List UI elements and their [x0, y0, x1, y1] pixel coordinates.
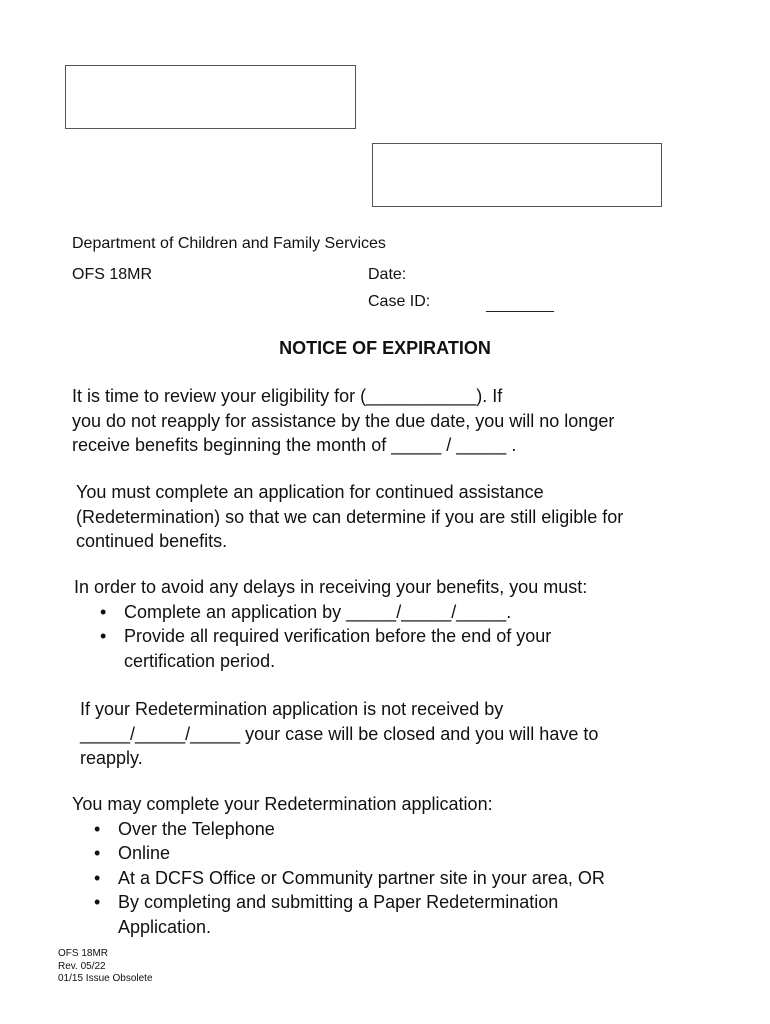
department-name: Department of Children and Family Services [72, 235, 386, 252]
paragraph-line: _____/_____/_____ your case will be closed and you will have to [80, 723, 599, 744]
list-item [74, 600, 587, 625]
paragraph-line: (Redetermination) so that we can determine if you are still eligible for [76, 506, 624, 527]
address-box-recipient [372, 143, 662, 207]
address-box-top [65, 65, 356, 129]
list-item [74, 624, 587, 673]
list-item [72, 817, 605, 842]
redetermination-paragraph [76, 480, 623, 554]
footer-obsolete-note: 01/15 Issue Obsolete [58, 973, 153, 984]
eligibility-paragraph [72, 384, 614, 458]
list-item-text: • At a DCFS Office or Community partner site in your area, OR [118, 867, 605, 888]
paragraph-line: You must complete an application for continued assistance [76, 482, 544, 502]
form-footer [58, 948, 153, 986]
avoid-delays-section [74, 575, 587, 673]
paragraph-line: continued benefits. [76, 531, 228, 551]
list-item-text: • Over the Telephone [118, 818, 275, 839]
list-item [72, 866, 605, 891]
list-item-text: certification period. [124, 650, 276, 671]
list-item [72, 841, 605, 866]
case-id-blank [486, 297, 554, 317]
case-closure-paragraph [80, 697, 598, 771]
paragraph-line: reapply. [80, 748, 143, 768]
paragraph-line: you do not reapply for assistance by the due date, you will no longer [72, 410, 615, 431]
list-item [72, 890, 605, 939]
list-item-text: • By completing and submitting a Paper Redetermination [118, 892, 559, 912]
form-number: OFS 18MR [72, 266, 153, 283]
paragraph-line: It is time to review your eligibility for (___________). If [72, 386, 503, 406]
list-item-text: • Complete an application by _____/_____/_____. [124, 601, 512, 622]
application-methods-section [72, 792, 605, 939]
footer-form-number: OFS 18MR [58, 948, 109, 959]
requirements-list [74, 600, 587, 674]
methods-list [72, 817, 605, 940]
date-label: Date: [368, 266, 407, 283]
footer-revision: Rev. 05/22 [58, 960, 106, 972]
list-item-text: Application. [118, 916, 212, 937]
list-item-text: • Provide all required verification before the end of your [124, 626, 552, 646]
paragraph-line: If your Redetermination application is not received by [80, 699, 504, 719]
list-item-text: • Online [118, 843, 171, 863]
section-intro: You may complete your Redetermination application: [72, 794, 493, 814]
section-intro: In order to avoid any delays in receiving your benefits, you must: [74, 577, 588, 597]
paragraph-line: receive benefits beginning the month of _____ / _____ . [72, 435, 517, 455]
case-id-label: Case ID: [368, 293, 431, 310]
page-title: NOTICE OF EXPIRATION [279, 338, 491, 358]
